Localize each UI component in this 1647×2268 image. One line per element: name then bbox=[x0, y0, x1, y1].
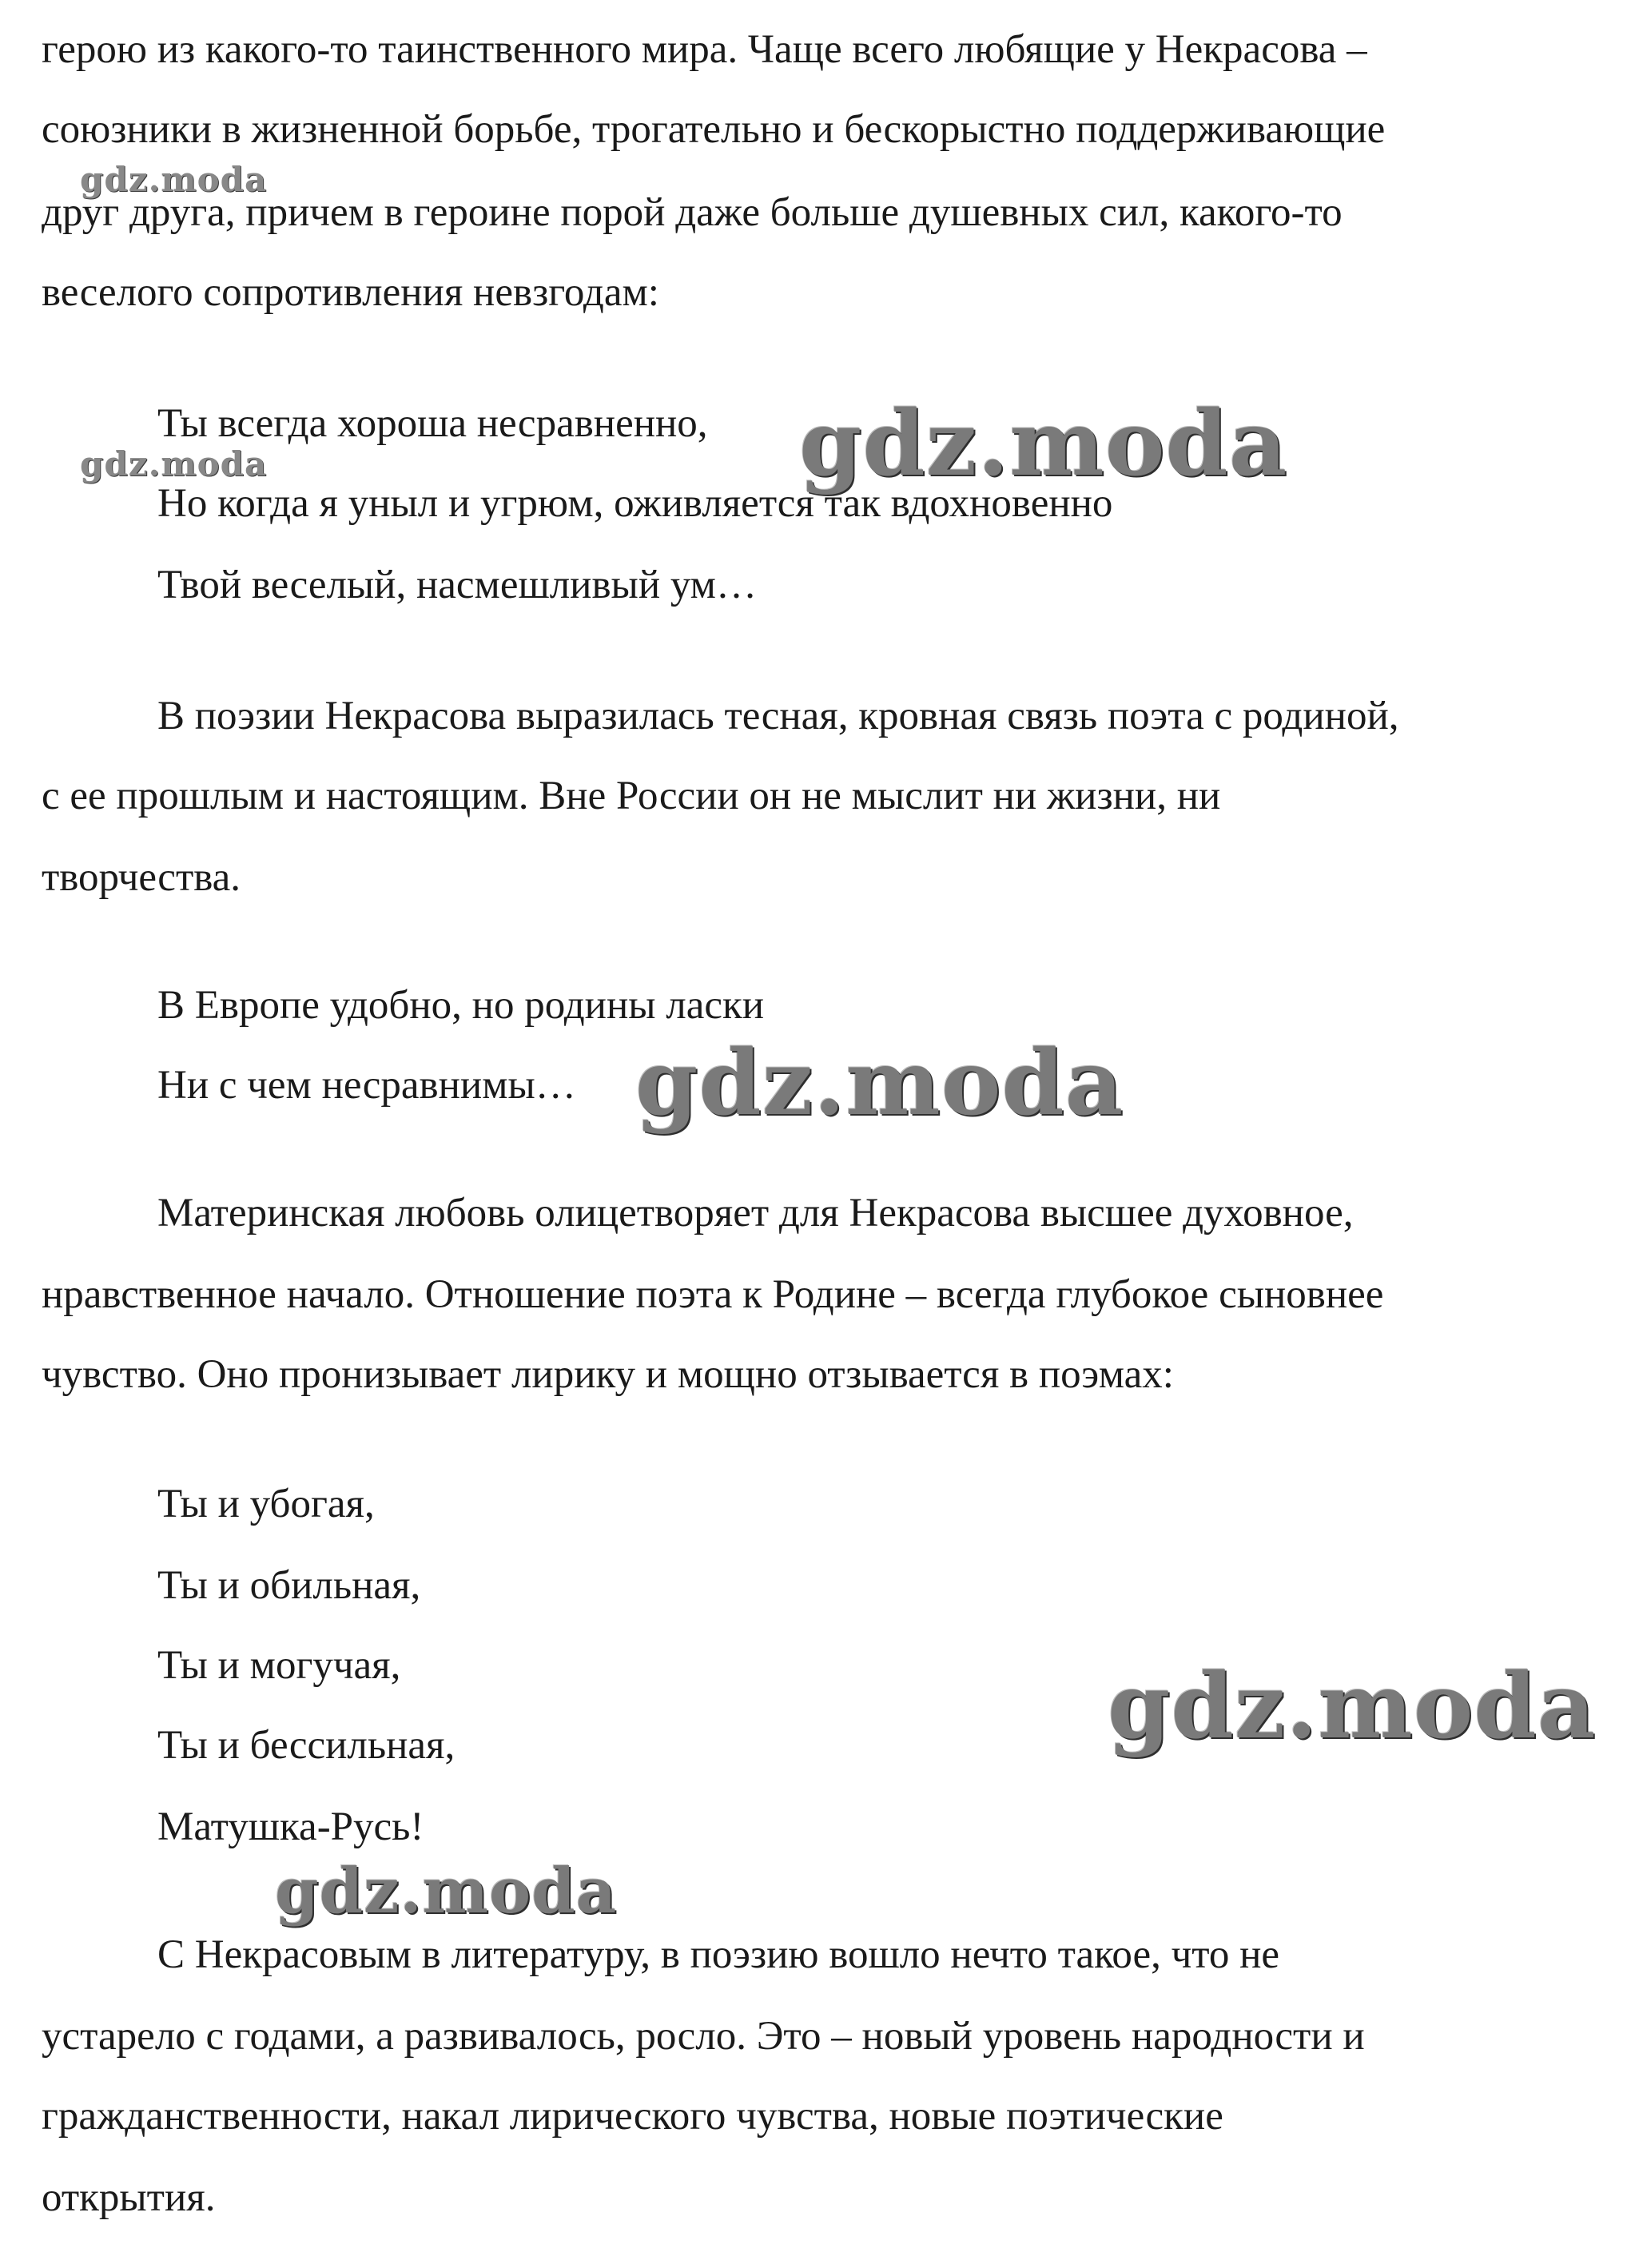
paragraph-2-line-3: творчества. bbox=[42, 855, 241, 900]
verse-3-line-1: Ты и убогая, bbox=[157, 1482, 375, 1526]
paragraph-3-line-1: Материнская любовь олицетворяет для Некрасова высшее духовное, bbox=[157, 1191, 1354, 1235]
verse-1-line-1: Ты всегда хороша несравненно, bbox=[157, 401, 708, 446]
verse-3-line-2: Ты и обильная, bbox=[157, 1563, 421, 1608]
verse-1-line-2: Но когда я уныл и угрюм, оживляется так вдохновенно bbox=[157, 481, 1113, 526]
verse-1-line-3: Твой веселый, насмешливый ум… bbox=[157, 563, 757, 607]
paragraph-4-line-3: гражданственности, накал лирического чувства, новые поэтические bbox=[42, 2094, 1223, 2139]
paragraph-4-line-4: открытия. bbox=[42, 2175, 216, 2220]
watermark-large-3: gdz.moda bbox=[1108, 1654, 1597, 1759]
watermark-medium: gdz.moda bbox=[275, 1855, 618, 1928]
verse-2-line-2: Ни с чем несравнимы… bbox=[157, 1063, 576, 1108]
paragraph-3-line-2: нравственное начало. Отношение поэта к Родине – всегда глубокое сыновнее bbox=[42, 1272, 1384, 1317]
paragraph-2-line-2: с ее прошлым и настоящим. Вне России он не мыслит ни жизни, ни bbox=[42, 774, 1221, 818]
verse-3-line-5: Матушка-Русь! bbox=[157, 1804, 424, 1849]
paragraph-3-line-3: чувство. Оно пронизывает лирику и мощно отзывается в поэмах: bbox=[42, 1352, 1174, 1397]
verse-3-line-3: Ты и могучая, bbox=[157, 1643, 401, 1688]
watermark-small-top: gdz.moda bbox=[80, 160, 268, 199]
paragraph-1-line-3: друг друга, причем в героине порой даже больше душевных сил, какого-то bbox=[42, 190, 1343, 235]
paragraph-4-line-1: С Некрасовым в литературу, в поэзию вошло нечто такое, что не bbox=[157, 1932, 1280, 1977]
watermark-small-middle: gdz.moda bbox=[80, 444, 268, 483]
watermark-large-2: gdz.moda bbox=[635, 1031, 1124, 1136]
paragraph-1-line-2: союзники в жизненной борьбе, трогательно и бескорыстно поддерживающие bbox=[42, 107, 1386, 152]
paragraph-2-line-1: В поэзии Некрасова выразилась тесная, кровная связь поэта с родиной, bbox=[157, 694, 1399, 738]
paragraph-4-line-2: устарело с годами, а развивалось, росло. Это – новый уровень народности и bbox=[42, 2014, 1365, 2059]
paragraph-1-line-1: герою из какого-то таинственного мира. Чаще всего любящие у Некрасова – bbox=[42, 27, 1367, 72]
watermark-large-1: gdz.moda bbox=[799, 392, 1288, 496]
verse-3-line-4: Ты и бессильная, bbox=[157, 1723, 456, 1768]
paragraph-1-line-4: веселого сопротивления невзгодам: bbox=[42, 270, 659, 315]
verse-2-line-1: В Европе удобно, но родины ласки bbox=[157, 983, 765, 1028]
